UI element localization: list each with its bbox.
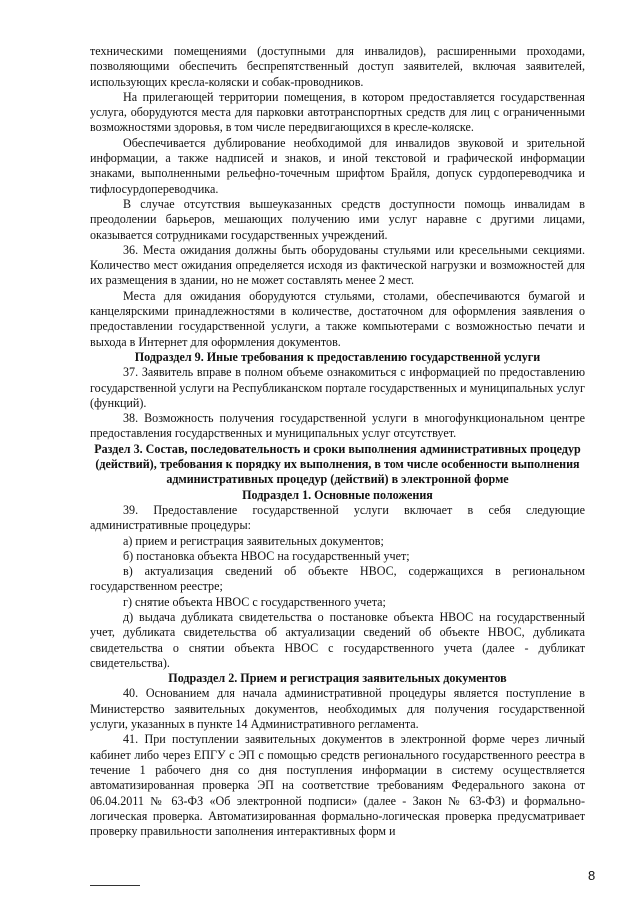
list-item-a: а) прием и регистрация заявительных документов; bbox=[123, 533, 384, 548]
paragraph-continuation: техническими помещениями (доступными для инвалидов), расширенными проходами, позволяющими обеспечить беспрепятственный доступ заявителей, включая заявителей, использующих кресла-коляски и собак-проводников. bbox=[90, 44, 585, 89]
heading-subsection-2: Подраздел 2. Прием и регистрация заявительных документов bbox=[168, 671, 507, 686]
page-number: 8 bbox=[588, 868, 596, 883]
paragraph-41: 41. При поступлении заявительных документов в электронной форме через личный кабинет либо через ЕПГУ с ЭП с помощью средств регионального государственного реестра в течение 1 рабочего дня со дня поступления информации в систему осуществляется автоматизированная проверка ЭП на соответствие требованиям Федерального закона от 06.04.2011 № 63-ФЗ «Об электронной подписи» (далее - Закон № 63-ФЗ) и формально-логическая проверка. Автоматизированная формально-логическая проверка предусматривает проверку правильности заполнения интерактивных форм и bbox=[90, 732, 585, 839]
document-body bbox=[90, 44, 585, 839]
list-item-g: г) снятие объекта НВОС с государственного учета; bbox=[123, 594, 386, 609]
heading-subsection-9: Подраздел 9. Иные требования к предоставлению государственной услуги bbox=[134, 349, 541, 364]
paragraph-braille: Обеспечивается дублирование необходимой для инвалидов звуковой и зрительной информации, а также надписей и знаков, и иной текстовой и графической информации знаками, выполненными рельефно-точечным шрифтом Брайля, допуск сурдопереводчика и тифлосурдопереводчика. bbox=[90, 135, 585, 196]
heading-section-3: Раздел 3. Состав, последовательность и сроки выполнения административных процедур (действий), требования к порядку их выполнения, в том числе особенности выполнения административных процедур (действий) в электронной форме bbox=[94, 441, 581, 487]
list-item-d: д) выдача дубликата свидетельства о постановке объекта НВОС на государственный учет, дубликата свидетельства об актуализации сведений об объекте НВОС, дубликата свидетельства о снятии объекта НВОС с государственного учета (далее - дубликат свидетельства). bbox=[90, 609, 585, 670]
paragraph-36: 36. Места ожидания должны быть оборудованы стульями или кресельными секциями. Количество мест ожидания определяется исходя из фактической нагрузки и возможностей для их размещения в здании, но не может составлять менее 2 мест. bbox=[90, 242, 585, 288]
paragraph-waiting-places: Места для ожидания оборудуются стульями, столами, обеспечиваются бумагой и канцелярскими принадлежностями в количестве, достаточном для оформления заявления о предоставлении государственной услуги, а также компьютерами с возможностью печати и выхода в Интернет для оформления документов. bbox=[90, 288, 585, 349]
paragraph-40: 40. Основанием для начала административной процедуры является поступление в Министерство заявительных документов, необходимых для получения государственной услуги, указанных в пункте 14 Административного регламента. bbox=[90, 686, 585, 732]
footer-rule bbox=[90, 885, 140, 886]
paragraph-37: 37. Заявитель вправе в полном объеме ознакомиться с информацией по предоставлению государственной услуги на Республиканском портале государственных и муниципальных услуг (функций). bbox=[90, 365, 585, 410]
paragraph-39: 39. Предоставление государственной услуги включает в себя следующие административные процедуры: bbox=[90, 502, 585, 533]
paragraph-assistance: В случае отсутствия вышеуказанных средств доступности помощь инвалидам в преодолении барьеров, мешающих получению ими услуг наравне с другими лицами, оказывается сотрудниками государственных учреждений. bbox=[90, 196, 585, 242]
list-item-v: в) актуализация сведений об объекте НВОС, содержащихся в региональном государственном реестре; bbox=[90, 564, 585, 594]
heading-subsection-1: Подраздел 1. Основные положения bbox=[242, 487, 433, 502]
list-item-b: б) постановка объекта НВОС на государственный учет; bbox=[123, 548, 410, 563]
paragraph-parking: На прилегающей территории помещения, в котором предоставляется государственная услуга, оборудуются места для парковки автотранспортных средств для лиц с ограниченными возможностями здоровья, в том числе передвигающихся в кресле-коляске. bbox=[90, 89, 585, 135]
paragraph-38: 38. Возможность получения государственной услуги в многофункциональном центре предоставления государственных и муниципальных услуг отсутствует. bbox=[90, 411, 585, 441]
